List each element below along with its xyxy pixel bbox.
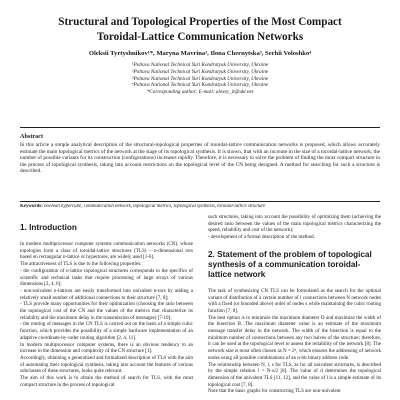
affiliation-line: ²Poltava National Technical Yuri Kondratyuk University, Ukraine	[131, 68, 269, 75]
paragraph: - TLS provide many opportunities for their optimization (choosing the ratio between the topological cost of the CN and the values of the metrics that characterize its reliability and the maximum delay in the transmission of messages) [7-10];	[20, 301, 193, 321]
affiliation-line: ¹Poltava National Technical Yuri Kondratyuk University, Ukraine	[131, 62, 269, 68]
paragraph: - non-univalent n-lattices are easily transformed into univalent n-tors by adding a relatively small number of additional connections to their structure [7, 8];	[20, 287, 193, 301]
abstract-top-rule	[20, 127, 380, 128]
paragraph: The best option is to minimize the maximum diameter D and maximize the width of the bisection B. The maximum diameter value is an estimate of the maximum message transfer delay in the network. The width of the bisection is equal to the minimum number of connections between any two halves of the structure; therefore, it can be used at the topological level to assess the reliability of the network [8]. The network size is most often chosen as N = 2ⁿ, which ensures the addressing of network nodes using all possible combinations of an n-bit binary address code.	[208, 314, 381, 361]
paragraph: The attractiveness of TLS is due to the following properties:	[20, 261, 142, 268]
title-line: Structural and Topological Properties of the Most Compact	[58, 16, 342, 28]
paragraph: In modern multiprocessor computer systems, there is an obvious tendency to an increase in the dimension and complexity of the CN structure [1].	[20, 341, 193, 355]
paragraph: The relationship between N, l, s for TLS, as for all univalent structures, is described by the simple relation l = N·s/2 [8]. The value of d determines the topological dimension of the univalent TLS [11, 12], and the value of l is a simple estimate of its topological cost [7, 8].	[208, 361, 381, 388]
author-list: Oleksii Tyrtyshnikov¹*, Maryna Mavrina², Ilona Chernytska³, Serhii Voloshko⁴	[88, 50, 312, 57]
paragraph: The task of synthesizing CN TLS can be formulated as the search for the optimal variant of distribution of a certain number of l connections between N network nodes with a fixed (or bounded above) order of nodes s while maintaining the cubic routing function [7, 8].	[208, 287, 381, 314]
affiliation-line: ³Poltava National Technical Yuri Kondratyuk University, Ukraine	[131, 75, 269, 82]
title-line: Toroidal-Lattice Communication Networks	[96, 30, 304, 43]
affiliation-line: ⁴Poltava National Technical Yuri Kondratyuk University, Ukraine	[131, 82, 269, 89]
corresponding-author: *Corresponding author: E-mail: alexey_it@ukr.net	[146, 89, 254, 96]
keywords	[20, 204, 380, 210]
affiliations	[20, 62, 380, 96]
paragraph: The aim of this work is to obtain the method of search for TLS, with the most compact structure in the process of topological	[20, 375, 193, 388]
abstract-bottom-rule	[20, 201, 380, 202]
left-column	[20, 214, 193, 400]
paragraph: - the configuration of n-lattice topological structures corresponds to the specifics of scientific and technical tasks that require processing of large arrays of various dimensions [2, 4, 6];	[20, 267, 193, 288]
paper-title	[20, 15, 380, 44]
paragraph: - development of a formal description of the method.	[208, 234, 315, 241]
paragraph: In modern multiprocessor computer systems communication networks (CN), whose topologies form a class of toroidal-lattice structures (TLS) – n-dimensional tors based on rectangular n-lattice or hypertores, are widely used [1-6].	[20, 241, 193, 261]
paragraph: such structures, taking into account the possibility of optimizing them (achieving the desired ratio between the values of the main topological metrics characterizing the speed, reliability and cost of the network);	[208, 214, 381, 234]
section-heading-introduction: 1. Introduction	[20, 223, 77, 232]
keywords-label: Keywords:	[20, 204, 43, 209]
abstract-heading: Abstract	[20, 133, 44, 140]
section-heading-problem-statement: 2. Statement of the problem of topological synthesis of a communication toroidal-lattice network	[208, 249, 372, 279]
right-column	[208, 214, 381, 400]
keywords-text: boolean hypercube, communication network, topological metrics, topological synthesis, toroidal-lattice structure	[44, 204, 266, 209]
paragraph: Accordingly, obtaining a generalized and formalized description of TLS with the aim of automating their topological synthesis, taking into account the features of various subclasses of these structures, looks quite relevant.	[20, 354, 193, 375]
paragraph: - the routing of messages in the CN TLS is carried out on the basis of a simple cubic function, which provides the possibility of a simple hardware implementation of an adaptive coordinate-by-order routing algorithm [2, 4, 11].	[20, 321, 193, 341]
abstract-text: In this article a simple analytical description of the structural-topological properties of toroidal-lattice communication networks is proposed, which allows accurately estimate the main topological metrics of the network at the stage of its topological synthesis. It is shown, that with an increase in the size of a toroidal-lattice network, the number of possible variants for its construction (configurations) increases rapidly. Therefore, it is necessary to solve the problem of finding the most compact structure in the process of topological synthesis, taking into account restrictions on the topological level of the CN being designed. A method for searching for such a structure is described.	[20, 142, 380, 175]
paragraph: Note that the basic graphs for constructing TLS are non-univalent	[208, 388, 341, 395]
